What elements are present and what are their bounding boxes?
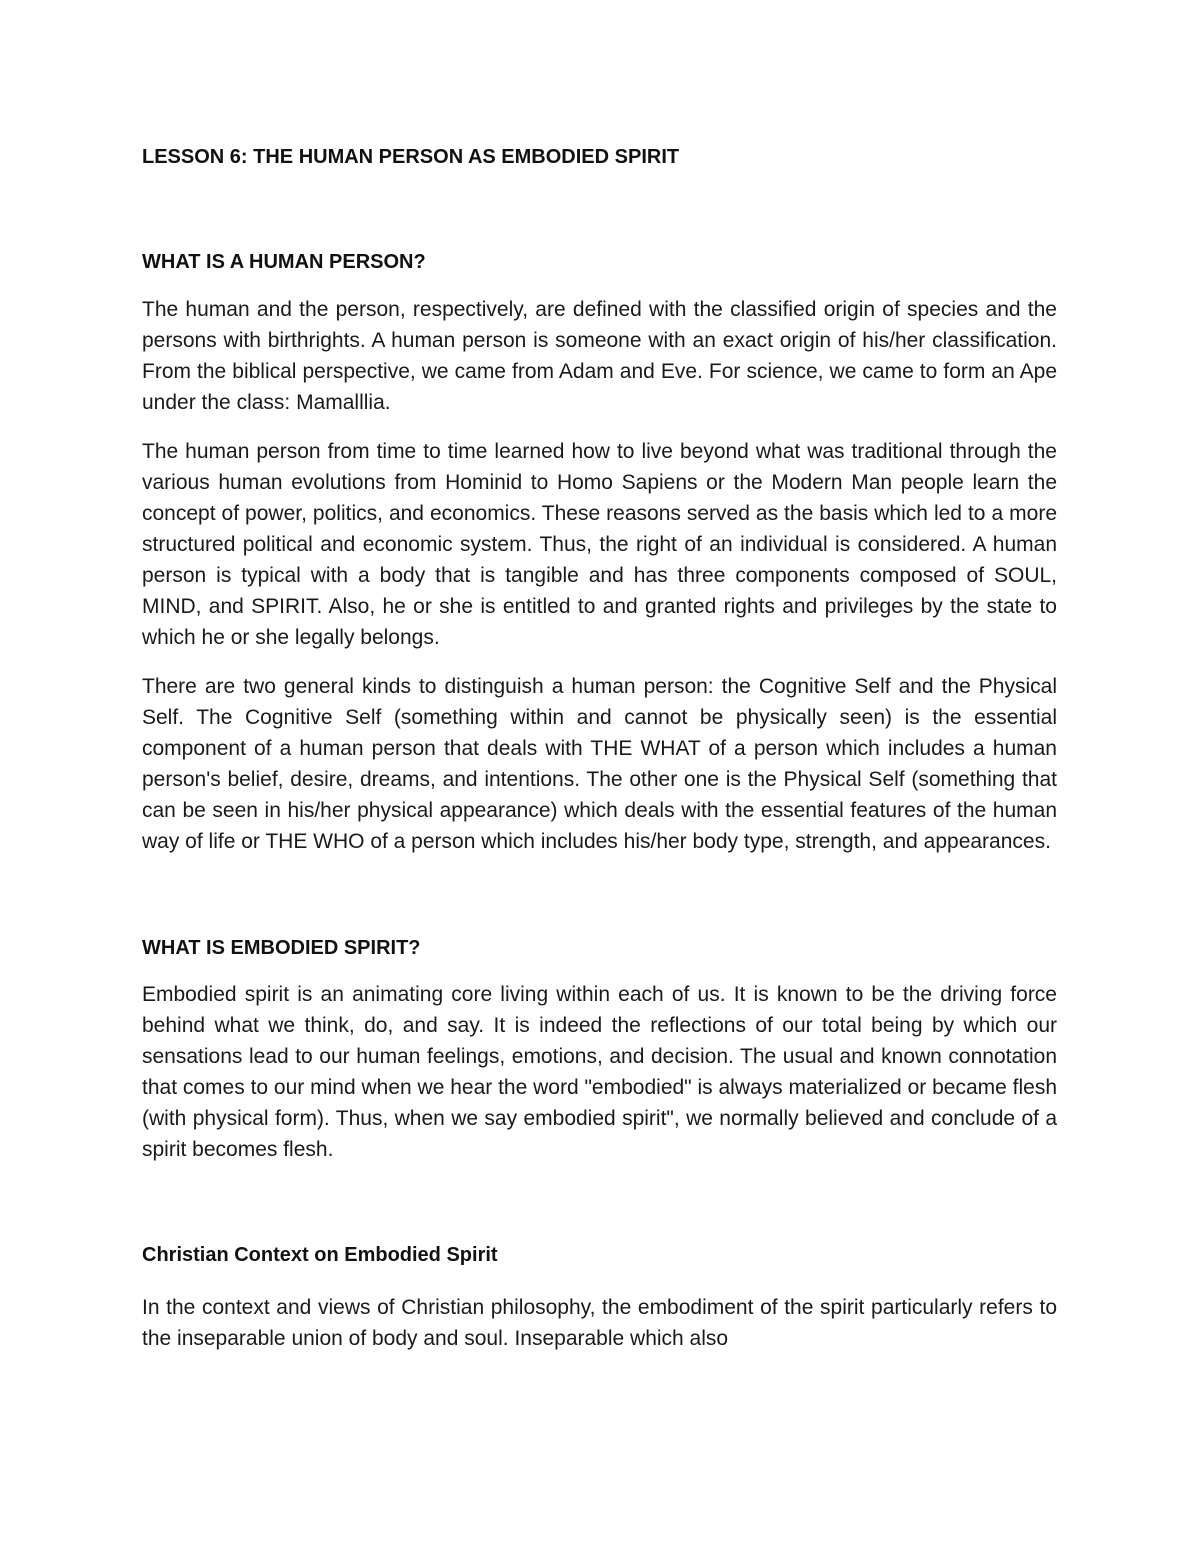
section-heading-human-person: WHAT IS A HUMAN PERSON? bbox=[142, 251, 426, 273]
section-heading-christian-context: Christian Context on Embodied Spirit bbox=[142, 1244, 498, 1266]
section-heading-embodied-spirit: WHAT IS EMBODIED SPIRIT? bbox=[142, 937, 421, 959]
paragraph-cognitive-physical-self: There are two general kinds to distinguish a human person: the Cognitive Self and the Physical Self. The Cognitive Self (something within and cannot be physically seen) is the essential component of a human person that deals with THE WHAT of a person which includes a human person's belief, desire, dreams, and intentions. The other one is the Physical Self (something that can be seen in his/her physical appearance) which deals with the essential features of the human way of life or THE WHO of a person which includes his/her body type, strength, and appearances. bbox=[142, 675, 1057, 853]
document-body bbox=[142, 142, 1057, 1354]
paragraph-human-person-definition: The human and the person, respectively, are defined with the classified origin of species and the persons with birthrights. A human person is someone with an exact origin of his/her classification. From the biblical perspective, we came from Adam and Eve. For science, we came to form an Ape under the class: Mamalllia. bbox=[142, 298, 1057, 414]
lesson-title: LESSON 6: THE HUMAN PERSON AS EMBODIED SPIRIT bbox=[142, 146, 680, 168]
paragraph-human-evolution: The human person from time to time learned how to live beyond what was traditional through the various human evolutions from Hominid to Homo Sapiens or the Modern Man people learn the concept of power, politics, and economics. These reasons served as the basis which led to a more structured political and economic system. Thus, the right of an individual is considered. A human person is typical with a body that is tangible and has three components composed of SOUL, MIND, and SPIRIT. Also, he or she is entitled to and granted rights and privileges by the state to which he or she legally belongs. bbox=[142, 440, 1057, 649]
paragraph-christian-philosophy: In the context and views of Christian philosophy, the embodiment of the spirit particularly refers to the inseparable union of body and soul. Inseparable which also bbox=[142, 1296, 1057, 1350]
paragraph-embodied-spirit-definition: Embodied spirit is an animating core living within each of us. It is known to be the driving force behind what we think, do, and say. It is indeed the reflections of our total being by which our sensations lead to our human feelings, emotions, and decision. The usual and known connotation that comes to our mind when we hear the word "embodied" is always materialized or became flesh (with physical form). Thus, when we say embodied spirit", we normally believed and conclude of a spirit becomes flesh. bbox=[142, 983, 1057, 1161]
